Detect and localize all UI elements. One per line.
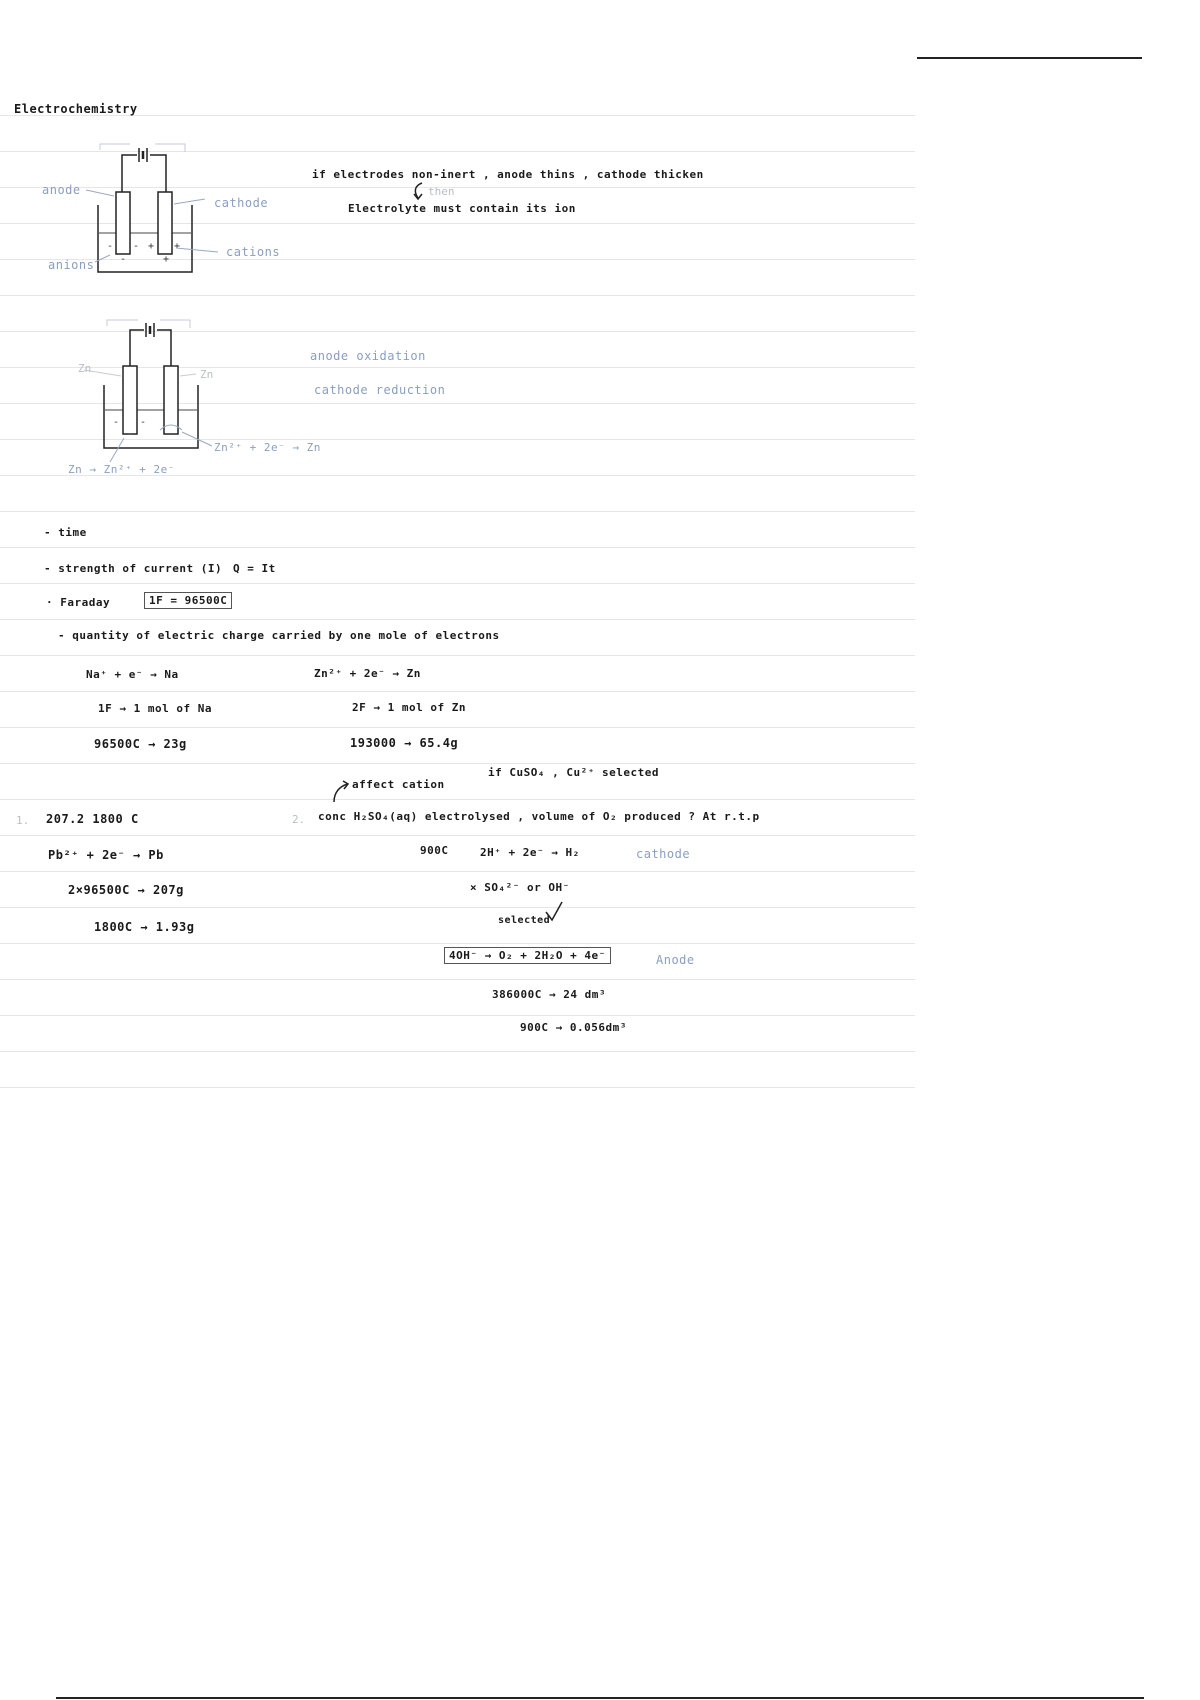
svg-text:+: + — [174, 241, 181, 252]
note-electrolyte: Electrolyte must contain its ion — [348, 202, 576, 215]
na-equation: Na⁺ + e⁻ → Na — [86, 668, 179, 681]
svg-text:-: - — [120, 254, 127, 265]
header-rule — [917, 57, 1142, 59]
anode-oxidation-note: anode oxidation — [310, 349, 426, 363]
page-title: Electrochemistry — [14, 102, 138, 116]
zn-right-label: Zn — [200, 368, 214, 381]
pb-step-2: 1800C → 1.93g — [94, 920, 195, 934]
cathode-tag: cathode — [636, 847, 691, 861]
anode-label: anode — [42, 183, 81, 197]
cathode-reduction-note: cathode reduction — [314, 383, 446, 397]
charge-formula: Q = It — [233, 562, 276, 575]
question-2-number: 2. — [292, 813, 306, 826]
faraday-constant-box: 1F = 96500C — [144, 592, 232, 609]
question-1-number: 1. — [16, 814, 30, 827]
faraday-label: · Faraday — [46, 596, 111, 609]
hydrogen-equation: 2H⁺ + 2e⁻ → H₂ — [480, 846, 580, 859]
oxygen-equation-box: 4OH⁻ → O₂ + 2H₂O + 4e⁻ — [444, 947, 611, 964]
zn-mole-relation: 2F → 1 mol of Zn — [352, 701, 466, 714]
faraday-definition: - quantity of electric charge carried by one mole of electrons — [58, 629, 500, 642]
svg-text:-: - — [127, 429, 134, 440]
o2-step-2: 900C → 0.056dm³ — [520, 1021, 627, 1034]
svg-text:-: - — [113, 417, 120, 428]
svg-text:+: + — [148, 241, 155, 252]
note-non-inert: if electrodes non-inert , anode thins , cathode thicken — [312, 168, 704, 181]
footer-rule — [56, 1697, 1144, 1699]
affect-cation-note: affect cation — [352, 778, 445, 791]
pb-step-1: 2×96500C → 207g — [68, 883, 184, 897]
cathode-label: cathode — [214, 196, 269, 210]
cuso4-note: if CuSO₄ , Cu²⁺ selected — [488, 766, 659, 779]
na-mass-relation: 96500C → 23g — [94, 737, 187, 751]
svg-text:+: + — [163, 254, 170, 265]
question-1-given: 207.2 1800 C — [46, 812, 139, 826]
zn-equation: Zn²⁺ + 2e⁻ → Zn — [314, 667, 421, 680]
anions-label: anions — [48, 258, 95, 272]
anode-equation: Zn → Zn²⁺ + 2e⁻ — [68, 463, 175, 476]
zn-mass-relation: 193000 → 65.4g — [350, 736, 459, 750]
svg-text:-: - — [107, 241, 114, 252]
anode-tag: Anode — [656, 953, 695, 967]
charge-900c: 900C — [420, 844, 449, 857]
selected-label: selected — [498, 915, 551, 926]
pb-equation: Pb²⁺ + 2e⁻ → Pb — [48, 848, 164, 862]
o2-step-1: 386000C → 24 dm³ — [492, 988, 606, 1001]
cathode-equation: Zn²⁺ + 2e⁻ → Zn — [214, 441, 321, 454]
anion-choice: × SO₄²⁻ or OH⁻ — [470, 881, 570, 894]
then-label: then — [428, 185, 455, 198]
zn-left-label: Zn — [78, 362, 92, 375]
svg-text:-: - — [133, 241, 140, 252]
factor-time: - time — [44, 526, 87, 539]
selected-check-icon — [0, 0, 1, 1]
factor-current: - strength of current (I) — [44, 562, 223, 575]
na-mole-relation: 1F → 1 mol of Na — [98, 702, 212, 715]
question-2-text: conc H₂SO₄(aq) electrolysed , volume of O₂ produced ? At r.t.p — [318, 810, 760, 823]
cations-label: cations — [226, 245, 281, 259]
svg-text:-: - — [140, 417, 147, 428]
